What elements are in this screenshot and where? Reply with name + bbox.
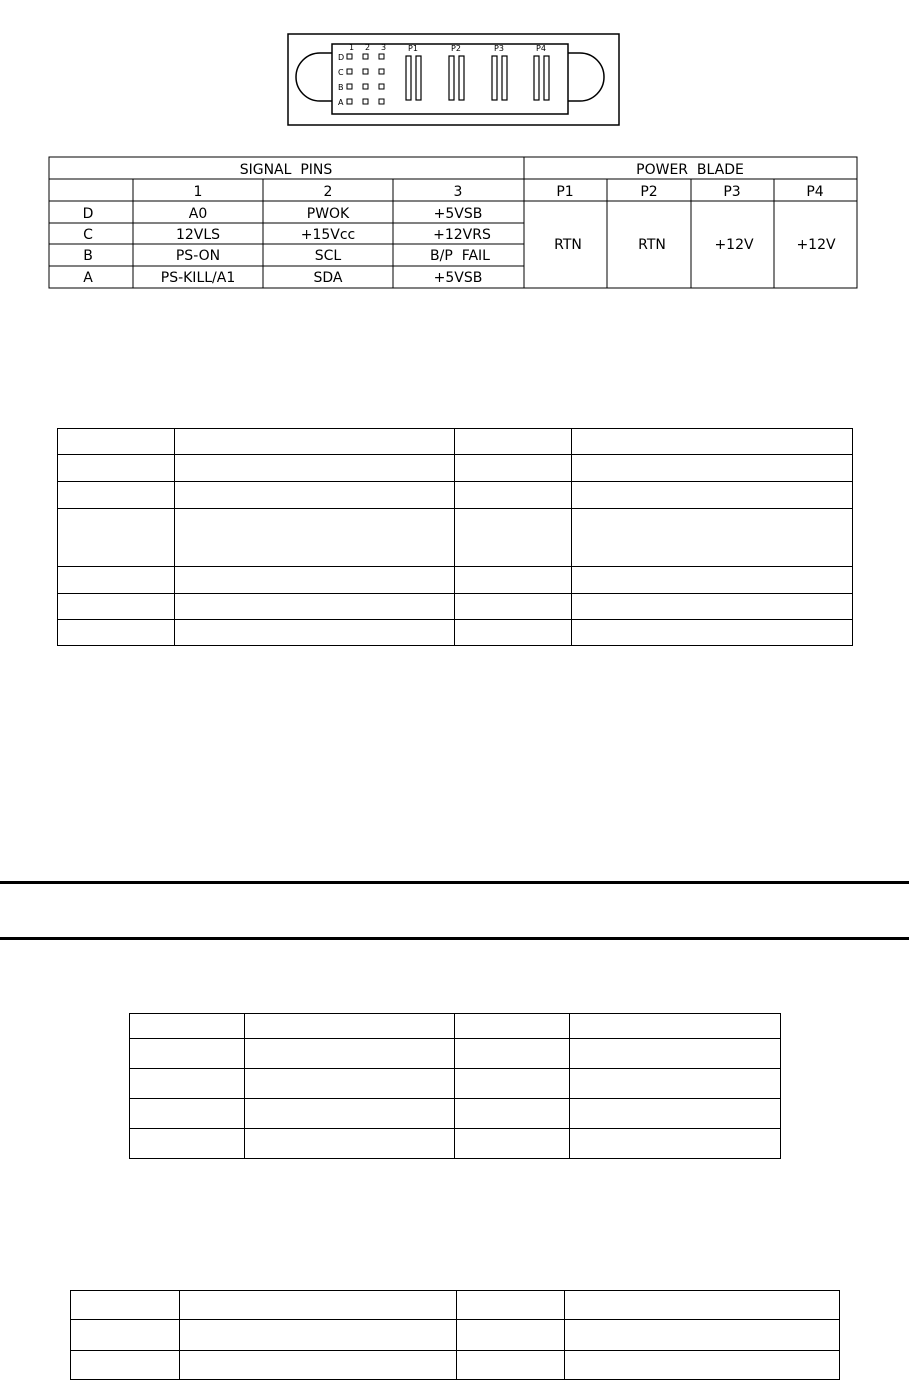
table-cell [130,1014,245,1039]
table-row [130,1129,781,1159]
table-row [130,1039,781,1069]
table-cell [455,509,572,567]
table-cell [58,567,175,594]
row-label-c: C [83,227,93,243]
table-row [130,1099,781,1129]
connector-diagram [286,32,622,128]
blade-label-p2: P2 [451,44,461,53]
table-cell [130,1069,245,1099]
table-cell [457,1291,565,1320]
power-blade-header: POWER BLADE [636,162,744,178]
power-p2-value: RTN [638,237,666,253]
table-cell [175,482,455,509]
table-cell [71,1351,180,1380]
cell-c-2: +15Vcc [300,227,356,243]
table-cell [572,509,853,567]
table-cell [455,482,572,509]
empty-table-2 [129,1013,781,1159]
table-cell [175,620,455,646]
table-row [71,1291,840,1320]
table-row [58,455,853,482]
table-cell [457,1351,565,1380]
table-cell [455,455,572,482]
cell-a-2: SDA [313,270,343,286]
pinout-table [48,156,860,292]
table-cell [130,1039,245,1069]
table-cell [130,1129,245,1159]
cell-b-2: SCL [314,248,342,264]
table-cell [570,1069,781,1099]
table-row [71,1351,840,1380]
table-cell [245,1069,455,1099]
table-row [130,1014,781,1039]
table-cell [58,482,175,509]
empty-table-3 [70,1290,840,1380]
table-cell [455,1014,570,1039]
table-cell [572,620,853,646]
table-cell [455,1039,570,1069]
section-rule-top [0,881,909,884]
table-cell [572,455,853,482]
table-cell [175,429,455,455]
table-cell [570,1039,781,1069]
table-cell [58,455,175,482]
signal-pins-header: SIGNAL PINS [239,162,333,178]
connector-col-2: 2 [365,43,371,52]
cell-d-3: +5VSB [433,206,483,222]
power-col-p4: P4 [806,184,824,200]
power-p3-value: +12V [714,237,754,253]
table-row [58,620,853,646]
signal-col-1: 1 [193,184,203,200]
table-cell [245,1014,455,1039]
table-row [58,594,853,620]
table-row [58,509,853,567]
table-cell [58,509,175,567]
power-col-p2: P2 [640,184,658,200]
table-cell [180,1291,457,1320]
row-label-d: D [82,206,94,222]
table-cell [565,1320,840,1351]
power-col-p3: P3 [723,184,741,200]
table-cell [245,1099,455,1129]
table-cell [58,429,175,455]
table-cell [245,1039,455,1069]
table-cell [572,594,853,620]
table-cell [175,594,455,620]
row-label-a: A [83,270,93,286]
table-cell [572,482,853,509]
connector-col-3: 3 [381,43,387,52]
table-cell [565,1291,840,1320]
table-row [130,1069,781,1099]
cell-d-2: PWOK [306,206,350,222]
table-cell [570,1099,781,1129]
section-rule-bottom [0,937,909,940]
table-cell [130,1099,245,1129]
cell-d-1: A0 [188,206,208,222]
power-p4-value: +12V [796,237,836,253]
table-cell [570,1129,781,1159]
table-cell [565,1351,840,1380]
signal-col-2: 2 [323,184,333,200]
table-cell [455,620,572,646]
table-cell [455,1099,570,1129]
table-cell [175,509,455,567]
table-cell [572,567,853,594]
table-row [58,429,853,455]
connector-row-a: A [338,98,344,107]
table-cell [180,1351,457,1380]
connector-row-c: C [338,68,344,77]
connector-row-d: D [338,53,345,62]
power-col-p1: P1 [556,184,574,200]
table-row [71,1320,840,1351]
cell-c-1: 12VLS [175,227,221,243]
power-blades [406,56,549,100]
table-cell [58,594,175,620]
table-cell [58,620,175,646]
right-latch [568,53,604,101]
left-latch [296,53,332,101]
table-row [58,567,853,594]
table-cell [455,1069,570,1099]
empty-table-1 [57,428,853,646]
table-cell [455,1129,570,1159]
cell-b-1: PS-ON [175,248,221,264]
table-row [58,482,853,509]
connector-row-b: B [338,83,344,92]
cell-c-3: +12VRS [433,227,491,243]
cell-b-3: B/P FAIL [430,248,490,264]
table-cell [245,1129,455,1159]
table-cell [175,567,455,594]
connector-col-1: 1 [349,43,355,52]
table-cell [457,1320,565,1351]
cell-a-3: +5VSB [433,270,483,286]
table-cell [71,1320,180,1351]
table-cell [570,1014,781,1039]
table-cell [175,455,455,482]
table-cell [455,594,572,620]
table-cell [455,429,572,455]
table-cell [71,1291,180,1320]
blade-label-p4: P4 [536,44,546,53]
row-label-b: B [83,248,93,264]
blade-label-p3: P3 [494,44,504,53]
cell-a-1: PS-KILL/A1 [160,270,236,286]
signal-pin-grid [347,54,384,104]
table-cell [455,567,572,594]
power-p1-value: RTN [554,237,582,253]
table-cell [572,429,853,455]
table-cell [180,1320,457,1351]
signal-col-3: 3 [453,184,463,200]
blade-label-p1: P1 [408,44,418,53]
